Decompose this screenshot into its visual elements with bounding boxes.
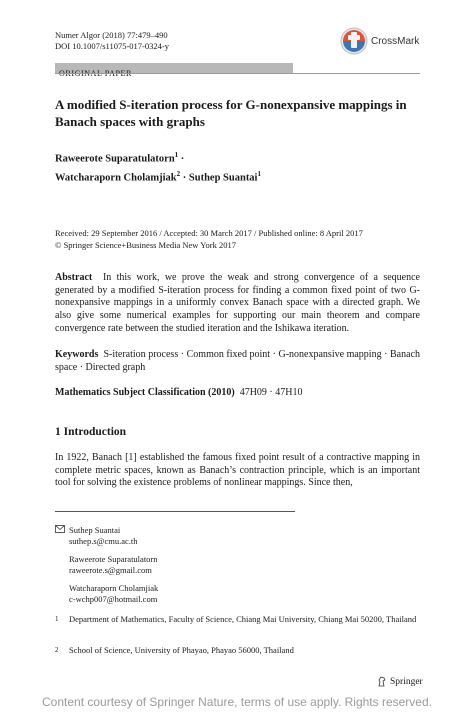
- courtesy-notice: Content courtesy of Springer Nature, terms of use apply. Rights reserved.: [42, 695, 432, 709]
- section-heading: 1 Introduction: [55, 426, 127, 438]
- crossmark-icon: [340, 27, 368, 55]
- intro-text: established the famous fixed point result of a contractive mapping in complete metric spaces, known as Banach’s contraction principle, which is an important tool for solving the existence problems of nonlinear mappings. Since then,: [55, 452, 420, 489]
- keywords-text: S-iteration process · Common fixed point · G-nonexpansive mapping · Banach space · Directed graph: [55, 349, 421, 373]
- citation-link[interactable]: [1]: [125, 452, 137, 463]
- copyright: © Springer Science+Business Media New York 2017: [55, 239, 236, 250]
- springer-horse-icon: [377, 676, 387, 687]
- footnote-text: School of Science, University of Phayao, Phayao 56000, Thailand: [69, 645, 294, 655]
- contact-block: [55, 525, 420, 612]
- keywords-label: Keywords: [55, 349, 99, 360]
- contact-name: Raweerote Suparatulatorn: [69, 554, 158, 564]
- footnote-number: 1: [55, 615, 59, 623]
- msc-codes: 47H09 · 47H10: [239, 387, 303, 398]
- contact-entry: [55, 525, 420, 547]
- abstract: [55, 272, 420, 336]
- affiliation-footnote: [55, 645, 420, 656]
- contact-email[interactable]: c-wchp007@hotmail.com: [69, 594, 158, 604]
- affiliation-marker: 1: [257, 169, 261, 178]
- contact-name: Suthep Suantai: [69, 525, 121, 535]
- contact-email[interactable]: raweerote.s@gmail.com: [69, 565, 152, 575]
- journal-info: [55, 30, 169, 52]
- doi[interactable]: DOI 10.1007/s11075-017-0324-y: [55, 41, 169, 51]
- envelope-icon: [55, 525, 65, 533]
- affiliation-footnote: [55, 614, 420, 625]
- crossmark-label: CrossMark: [371, 35, 420, 47]
- author-separator: ·: [178, 153, 185, 165]
- history-dates: Received: 29 September 2016 / Accepted: 30 March 2017 / Published online: 8 April 2017: [55, 228, 363, 238]
- paper-title: A modified S-iteration process for G-nonexpansive mappings in Banach spaces with graphs: [55, 97, 407, 129]
- contact-entry: [55, 554, 420, 576]
- abstract-text: In this work, we prove the weak and strong convergence of a sequence generated by a modified S-iteration process for finding a common fixed point of two G-nonexpansive mappings in a uniformly convex Banach space with a directed graph. We also give some numerical examples for supporting our main theorem and compare convergence rate between the studied iteration and the Ishikawa iteration.: [55, 272, 420, 334]
- contact-email[interactable]: suthep.s@cmu.ac.th: [69, 536, 138, 546]
- author-name[interactable]: Suthep Suantai: [188, 172, 258, 183]
- publication-dates: [55, 228, 435, 251]
- keywords: [55, 349, 420, 374]
- author-separator: ·: [180, 172, 189, 183]
- crossmark-badge[interactable]: [340, 24, 420, 58]
- publisher-logo: [377, 676, 423, 687]
- intro-paragraph: [55, 452, 420, 490]
- msc-classification: [55, 387, 420, 400]
- header-rule: [55, 73, 420, 74]
- msc-label: Mathematics Subject Classification (2010): [55, 387, 235, 398]
- contact-name: Watcharaporn Cholamjiak: [69, 583, 159, 593]
- intro-text: In 1922, Banach: [55, 452, 126, 463]
- affiliation-marker: 2: [176, 169, 181, 178]
- publisher-name: Springer: [390, 676, 423, 687]
- journal-citation: Numer Algor (2018) 77:479–490: [55, 30, 168, 40]
- author-list: [55, 148, 425, 185]
- footnote-text: Department of Mathematics, Faculty of Science, Chiang Mai University, Chiang Mai 50200, Thailand: [69, 614, 417, 624]
- author-name[interactable]: Watcharaporn Cholamjiak: [55, 172, 177, 183]
- abstract-label: Abstract: [55, 272, 93, 283]
- footnote-rule: [55, 511, 295, 512]
- author-name[interactable]: Raweerote Suparatulatorn: [55, 153, 175, 165]
- footnote-number: 2: [55, 646, 59, 654]
- contact-entry: [55, 583, 420, 605]
- affiliation-marker: 1: [174, 151, 179, 159]
